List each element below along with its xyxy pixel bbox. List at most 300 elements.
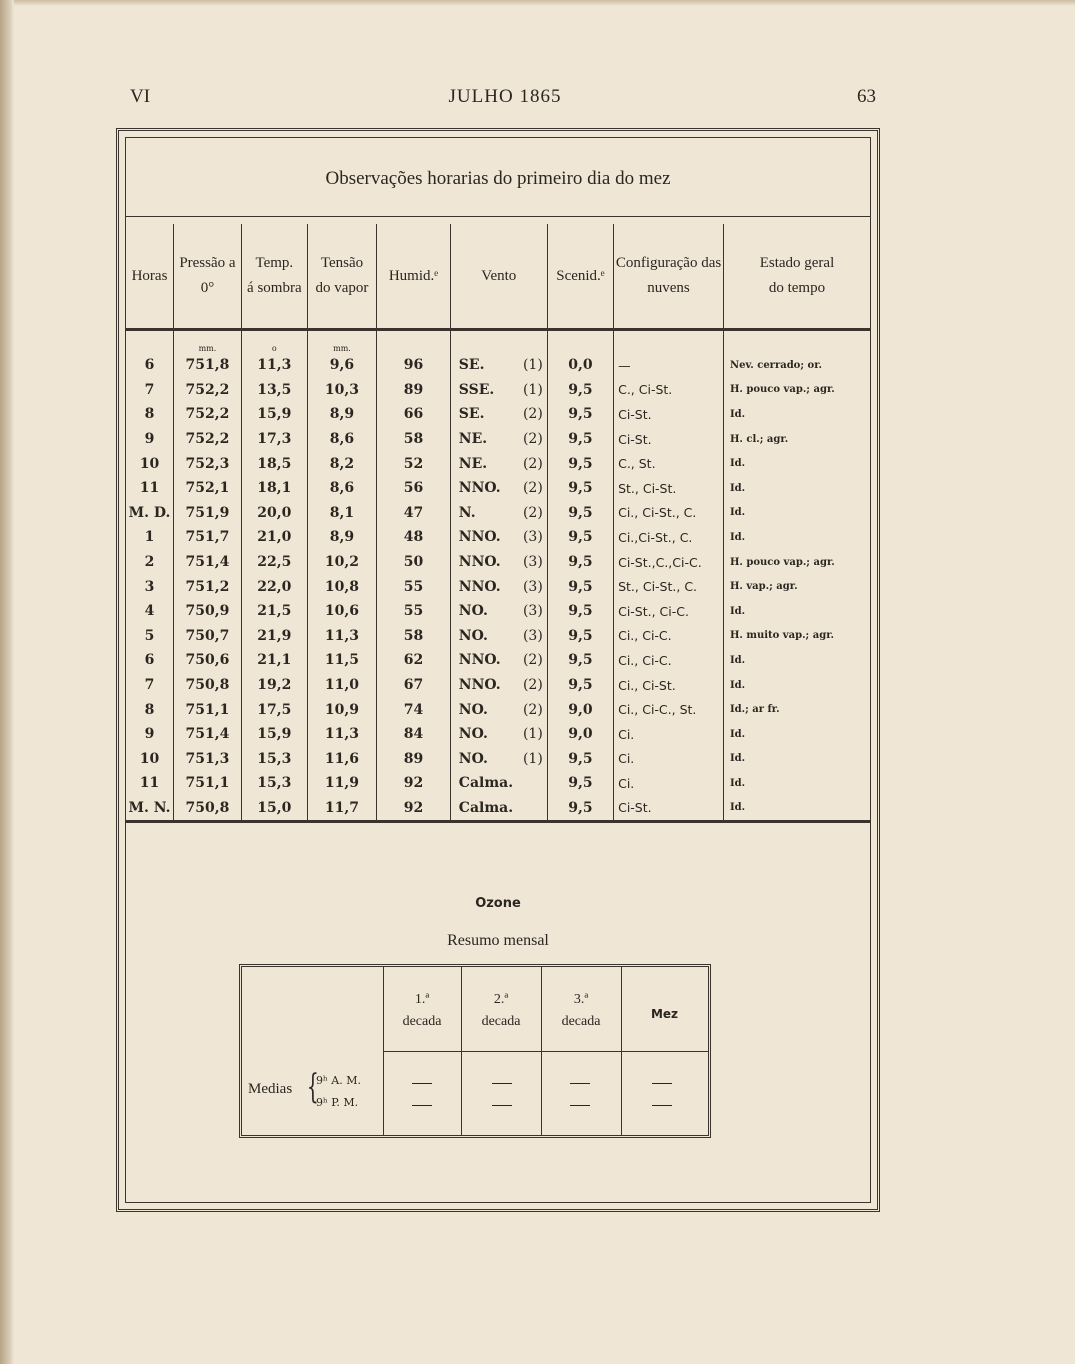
wind-cell bbox=[459, 431, 547, 447]
row-wind bbox=[450, 599, 547, 624]
col-horas: Horas bbox=[126, 224, 174, 330]
header-line: Estado geral bbox=[759, 255, 835, 271]
row-vapor-tension: 8,9 bbox=[307, 525, 376, 550]
wind-direction: NE. bbox=[458, 455, 488, 472]
page-number: 63 bbox=[857, 86, 876, 107]
wind-force: (2) bbox=[522, 480, 543, 497]
ozone-value-dash bbox=[492, 1083, 512, 1084]
wind-cell bbox=[459, 357, 547, 373]
row-serenity: 9,5 bbox=[547, 451, 613, 476]
row-wind bbox=[450, 747, 547, 772]
table-row bbox=[126, 574, 870, 599]
row-weather: Nev. cerrado; or. bbox=[723, 353, 870, 378]
unit-cell: o bbox=[241, 330, 307, 354]
row-clouds: C., Ci-St. bbox=[614, 378, 724, 403]
wind-force: (3) bbox=[522, 578, 543, 595]
wind-force: (3) bbox=[522, 603, 543, 620]
table-row bbox=[126, 648, 870, 673]
row-clouds: Ci.,Ci-St., C. bbox=[614, 525, 724, 550]
row-wind bbox=[450, 697, 547, 722]
row-weather: Id. bbox=[723, 771, 870, 796]
row-wind bbox=[450, 550, 547, 575]
wind-force: (3) bbox=[522, 554, 543, 571]
row-hour: M. N. bbox=[126, 796, 174, 822]
header-line: Pressão a bbox=[179, 255, 236, 271]
row-clouds: Ci-St., Ci-C. bbox=[614, 599, 724, 624]
row-pressure: 750,8 bbox=[174, 796, 242, 822]
page-binding-edge bbox=[0, 0, 14, 1364]
row-wind bbox=[450, 476, 547, 501]
unit-cell bbox=[377, 330, 451, 354]
row-vapor-tension: 11,3 bbox=[307, 722, 376, 747]
section-number: VI bbox=[130, 86, 151, 107]
wind-direction: SSE. bbox=[458, 381, 495, 398]
row-vapor-tension: 11,7 bbox=[307, 796, 376, 822]
ozone-subtitle: Resumo mensal bbox=[447, 932, 549, 949]
col-configuracao bbox=[614, 224, 724, 330]
unit-cell: mm. bbox=[174, 330, 242, 354]
row-serenity: 9,5 bbox=[547, 402, 613, 427]
row-vapor-tension: 8,6 bbox=[307, 476, 376, 501]
row-pressure: 751,1 bbox=[174, 697, 242, 722]
row-serenity: 9,5 bbox=[547, 648, 613, 673]
wind-force: (2) bbox=[522, 701, 543, 718]
row-clouds: Ci. bbox=[614, 771, 724, 796]
row-weather: Id. bbox=[723, 722, 870, 747]
ozone-time-am: 9ʰ A. M. bbox=[316, 1074, 361, 1087]
row-temperature: 19,2 bbox=[241, 673, 307, 698]
row-serenity: 9,5 bbox=[547, 427, 613, 452]
ozone-value-dash bbox=[412, 1105, 432, 1106]
wind-cell bbox=[459, 775, 547, 791]
row-pressure: 751,3 bbox=[174, 747, 242, 772]
row-humidity: 89 bbox=[377, 747, 451, 772]
row-clouds: Ci-St. bbox=[614, 427, 724, 452]
row-temperature: 18,1 bbox=[241, 476, 307, 501]
table-row bbox=[126, 796, 870, 822]
row-wind bbox=[450, 427, 547, 452]
row-weather: H. pouco vap.; agr. bbox=[723, 378, 870, 403]
row-clouds: Ci-St. bbox=[614, 402, 724, 427]
row-wind bbox=[450, 673, 547, 698]
wind-cell bbox=[459, 480, 547, 496]
wind-direction: NE. bbox=[458, 431, 488, 448]
row-clouds: Ci., Ci-St. bbox=[614, 673, 724, 698]
row-clouds: St., Ci-St. bbox=[614, 476, 724, 501]
row-pressure: 752,2 bbox=[174, 402, 242, 427]
wind-direction: NNO. bbox=[458, 652, 501, 669]
row-pressure: 751,1 bbox=[174, 771, 242, 796]
row-clouds: C., St. bbox=[614, 451, 724, 476]
wind-direction: SE. bbox=[458, 406, 485, 423]
row-temperature: 22,5 bbox=[241, 550, 307, 575]
ozone-times bbox=[316, 1070, 361, 1114]
wind-cell bbox=[459, 579, 547, 595]
row-humidity: 67 bbox=[377, 673, 451, 698]
ozone-table bbox=[239, 964, 711, 1138]
row-temperature: 15,9 bbox=[241, 722, 307, 747]
row-clouds: Ci., Ci-C., St. bbox=[614, 697, 724, 722]
wind-cell bbox=[459, 554, 547, 570]
wind-cell bbox=[459, 751, 547, 767]
ozone-time-pm: 9ʰ P. M. bbox=[316, 1096, 359, 1109]
row-wind bbox=[450, 648, 547, 673]
row-temperature: 18,5 bbox=[241, 451, 307, 476]
row-humidity: 92 bbox=[377, 771, 451, 796]
row-temperature: 21,9 bbox=[241, 624, 307, 649]
row-wind bbox=[450, 402, 547, 427]
wind-cell bbox=[459, 505, 547, 521]
row-hour: 11 bbox=[139, 480, 160, 497]
wind-direction: Calma. bbox=[458, 799, 514, 816]
wind-cell bbox=[459, 677, 547, 693]
row-hour: 10 bbox=[139, 455, 160, 472]
row-vapor-tension: 8,1 bbox=[307, 501, 376, 526]
ozone-title: Ozone bbox=[475, 896, 521, 911]
table-row bbox=[126, 771, 870, 796]
ozone-col-decada-1 bbox=[383, 989, 461, 1033]
row-temperature: 15,3 bbox=[241, 747, 307, 772]
header-line: á sombra bbox=[247, 280, 302, 296]
row-humidity: 47 bbox=[377, 501, 451, 526]
row-clouds: Ci. bbox=[614, 722, 724, 747]
row-hour: 11 bbox=[139, 775, 160, 792]
row-weather: Id. bbox=[723, 648, 870, 673]
row-hour: 2 bbox=[144, 554, 155, 571]
row-pressure: 752,3 bbox=[174, 451, 242, 476]
unit-cell bbox=[614, 330, 724, 354]
wind-direction: NO. bbox=[458, 750, 488, 767]
ozone-value-dash bbox=[570, 1083, 590, 1084]
wind-cell bbox=[459, 726, 547, 742]
ozone-col-decada-2 bbox=[461, 989, 541, 1033]
row-serenity: 0,0 bbox=[547, 353, 613, 378]
brace-glyph: { bbox=[306, 1067, 319, 1107]
table-row bbox=[126, 624, 870, 649]
row-vapor-tension: 10,6 bbox=[307, 599, 376, 624]
row-humidity: 56 bbox=[377, 476, 451, 501]
wind-cell bbox=[459, 382, 547, 398]
row-humidity: 58 bbox=[377, 427, 451, 452]
wind-cell bbox=[459, 628, 547, 644]
row-hour: 8 bbox=[144, 406, 155, 423]
wind-direction: NO. bbox=[458, 627, 488, 644]
row-hour: 4 bbox=[144, 603, 155, 620]
row-pressure: 751,9 bbox=[174, 501, 242, 526]
row-vapor-tension: 10,3 bbox=[307, 378, 376, 403]
wind-cell bbox=[459, 652, 547, 668]
ozone-value-dash bbox=[492, 1105, 512, 1106]
col-pressao bbox=[174, 224, 242, 330]
wind-direction: NNO. bbox=[458, 677, 501, 694]
row-hour: 9 bbox=[144, 726, 155, 743]
wind-cell bbox=[459, 702, 547, 718]
table-header-row bbox=[126, 224, 870, 330]
row-temperature: 20,0 bbox=[241, 501, 307, 526]
row-temperature: 15,0 bbox=[241, 796, 307, 822]
row-pressure: 751,4 bbox=[174, 550, 242, 575]
row-vapor-tension: 11,6 bbox=[307, 747, 376, 772]
wind-force: (2) bbox=[522, 504, 543, 521]
col-temp bbox=[241, 224, 307, 330]
row-weather: Id. bbox=[723, 501, 870, 526]
ozone-value-dash bbox=[412, 1083, 432, 1084]
row-weather: Id. bbox=[723, 525, 870, 550]
row-pressure: 750,9 bbox=[174, 599, 242, 624]
row-vapor-tension: 8,2 bbox=[307, 451, 376, 476]
wind-cell bbox=[459, 800, 547, 816]
wind-direction: NO. bbox=[458, 726, 488, 743]
row-serenity: 9,0 bbox=[547, 722, 613, 747]
unit-cell bbox=[126, 330, 174, 354]
row-wind bbox=[450, 574, 547, 599]
row-humidity: 50 bbox=[377, 550, 451, 575]
row-humidity: 92 bbox=[377, 796, 451, 822]
row-temperature: 15,3 bbox=[241, 771, 307, 796]
wind-direction: NNO. bbox=[458, 554, 501, 571]
title-rule bbox=[126, 216, 870, 217]
page-top-edge bbox=[14, 0, 1075, 6]
page-title: JULHO 1865 bbox=[448, 86, 562, 107]
row-serenity: 9,0 bbox=[547, 697, 613, 722]
row-pressure: 751,2 bbox=[174, 574, 242, 599]
row-weather: Id. bbox=[723, 402, 870, 427]
row-vapor-tension: 10,2 bbox=[307, 550, 376, 575]
wind-force: (2) bbox=[522, 406, 543, 423]
table-row bbox=[126, 353, 870, 378]
row-humidity: 84 bbox=[377, 722, 451, 747]
row-serenity: 9,5 bbox=[547, 550, 613, 575]
table-frame-inner bbox=[125, 137, 871, 1203]
row-weather: Id. bbox=[723, 599, 870, 624]
wind-force: (2) bbox=[522, 677, 543, 694]
table-row bbox=[126, 722, 870, 747]
ozone-value-dash bbox=[652, 1083, 672, 1084]
row-temperature: 17,5 bbox=[241, 697, 307, 722]
row-weather: H. pouco vap.; agr. bbox=[723, 550, 870, 575]
row-humidity: 96 bbox=[377, 353, 451, 378]
row-hour: 8 bbox=[144, 701, 155, 718]
ozone-value-dash bbox=[652, 1105, 672, 1106]
wind-direction: NO. bbox=[458, 603, 488, 620]
wind-direction: N. bbox=[458, 504, 476, 521]
row-hour: 7 bbox=[144, 677, 155, 694]
header-line: Tensão bbox=[320, 255, 364, 271]
row-serenity: 9,5 bbox=[547, 378, 613, 403]
wind-cell bbox=[459, 456, 547, 472]
row-weather: Id. bbox=[723, 796, 870, 822]
ozone-col-decada-3 bbox=[541, 989, 621, 1033]
row-vapor-tension: 8,6 bbox=[307, 427, 376, 452]
row-hour: 6 bbox=[144, 652, 155, 669]
row-pressure: 750,7 bbox=[174, 624, 242, 649]
col-humid: Humid.ᵉ bbox=[377, 224, 451, 330]
row-pressure: 750,8 bbox=[174, 673, 242, 698]
row-serenity: 9,5 bbox=[547, 673, 613, 698]
wind-cell bbox=[459, 406, 547, 422]
wind-direction: NNO. bbox=[458, 529, 501, 546]
wind-direction: NNO. bbox=[458, 578, 501, 595]
ozone-col-label: decada bbox=[561, 1014, 601, 1029]
row-temperature: 13,5 bbox=[241, 378, 307, 403]
row-serenity: 9,5 bbox=[547, 525, 613, 550]
row-hour: 6 bbox=[144, 357, 155, 374]
row-humidity: 62 bbox=[377, 648, 451, 673]
row-hour: M. D. bbox=[128, 504, 171, 521]
table-row bbox=[126, 451, 870, 476]
unit-cell bbox=[450, 330, 547, 354]
row-humidity: 55 bbox=[377, 599, 451, 624]
row-wind bbox=[450, 378, 547, 403]
col-serenidade: Scenid.ᵉ bbox=[547, 224, 613, 330]
row-temperature: 21,0 bbox=[241, 525, 307, 550]
col-tensao bbox=[307, 224, 376, 330]
header-line: nuvens bbox=[647, 280, 690, 296]
row-clouds: Ci. bbox=[614, 747, 724, 772]
row-temperature: 21,1 bbox=[241, 648, 307, 673]
table-frame bbox=[116, 128, 880, 1212]
row-humidity: 74 bbox=[377, 697, 451, 722]
row-wind bbox=[450, 451, 547, 476]
wind-direction: NO. bbox=[458, 701, 488, 718]
row-hour: 3 bbox=[144, 578, 155, 595]
unit-cell: mm. bbox=[307, 330, 376, 354]
row-serenity: 9,5 bbox=[547, 476, 613, 501]
row-humidity: 89 bbox=[377, 378, 451, 403]
row-wind bbox=[450, 722, 547, 747]
row-weather: H. cl.; agr. bbox=[723, 427, 870, 452]
wind-force: (2) bbox=[522, 455, 543, 472]
wind-force: (2) bbox=[522, 652, 543, 669]
row-serenity: 9,5 bbox=[547, 599, 613, 624]
row-temperature: 11,3 bbox=[241, 353, 307, 378]
wind-force: (1) bbox=[522, 357, 543, 374]
observations-table bbox=[126, 224, 870, 823]
row-vapor-tension: 11,9 bbox=[307, 771, 376, 796]
ozone-value-dash bbox=[570, 1105, 590, 1106]
row-weather: Id.; ar fr. bbox=[723, 697, 870, 722]
row-weather: Id. bbox=[723, 451, 870, 476]
row-clouds: St., Ci-St., C. bbox=[614, 574, 724, 599]
row-clouds: Ci., Ci-C. bbox=[614, 624, 724, 649]
row-pressure: 751,8 bbox=[174, 353, 242, 378]
row-clouds: Ci-St. bbox=[614, 796, 724, 822]
table-row bbox=[126, 427, 870, 452]
table-row bbox=[126, 747, 870, 772]
table-row bbox=[126, 673, 870, 698]
wind-direction: Calma. bbox=[458, 775, 514, 792]
row-vapor-tension: 10,9 bbox=[307, 697, 376, 722]
row-wind bbox=[450, 771, 547, 796]
col-vento: Vento bbox=[450, 224, 547, 330]
table-row bbox=[126, 550, 870, 575]
ozone-header-rule bbox=[383, 1051, 708, 1052]
row-serenity: 9,5 bbox=[547, 501, 613, 526]
row-vapor-tension: 11,3 bbox=[307, 624, 376, 649]
row-weather: H. vap.; agr. bbox=[723, 574, 870, 599]
row-clouds: — bbox=[614, 353, 724, 378]
row-weather: Id. bbox=[723, 673, 870, 698]
row-vapor-tension: 8,9 bbox=[307, 402, 376, 427]
row-wind bbox=[450, 501, 547, 526]
row-humidity: 55 bbox=[377, 574, 451, 599]
row-humidity: 48 bbox=[377, 525, 451, 550]
units-row bbox=[126, 330, 870, 354]
wind-force: (1) bbox=[522, 750, 543, 767]
row-weather: Id. bbox=[723, 747, 870, 772]
row-hour: 10 bbox=[139, 750, 160, 767]
header-line: 0° bbox=[200, 280, 215, 296]
row-vapor-tension: 10,8 bbox=[307, 574, 376, 599]
ozone-col-label: decada bbox=[481, 1014, 521, 1029]
row-pressure: 752,2 bbox=[174, 378, 242, 403]
row-pressure: 750,6 bbox=[174, 648, 242, 673]
unit-cell bbox=[547, 330, 613, 354]
row-vapor-tension: 9,6 bbox=[307, 353, 376, 378]
row-pressure: 752,2 bbox=[174, 427, 242, 452]
row-clouds: Ci-St.,C.,Ci-C. bbox=[614, 550, 724, 575]
row-hour: 1 bbox=[144, 529, 155, 546]
header-line: do vapor bbox=[315, 280, 369, 296]
wind-force: (2) bbox=[522, 431, 543, 448]
row-weather: Id. bbox=[723, 476, 870, 501]
row-temperature: 15,9 bbox=[241, 402, 307, 427]
table-row bbox=[126, 476, 870, 501]
ozone-col-mez: Mez bbox=[650, 1007, 679, 1021]
row-wind bbox=[450, 353, 547, 378]
table-title: Observações horarias do primeiro dia do mez bbox=[325, 168, 671, 189]
running-head bbox=[130, 86, 876, 116]
row-hour: 5 bbox=[144, 627, 155, 644]
col-estado bbox=[723, 224, 870, 330]
ozone-col-ordinal: 1.ª bbox=[414, 992, 430, 1007]
row-weather: H. muito vap.; agr. bbox=[723, 624, 870, 649]
table-row bbox=[126, 525, 870, 550]
header-line: Configuração das bbox=[615, 255, 722, 271]
table-row bbox=[126, 378, 870, 403]
row-temperature: 22,0 bbox=[241, 574, 307, 599]
wind-force: (3) bbox=[522, 627, 543, 644]
table-body bbox=[126, 330, 870, 822]
row-wind bbox=[450, 796, 547, 822]
row-vapor-tension: 11,5 bbox=[307, 648, 376, 673]
row-humidity: 58 bbox=[377, 624, 451, 649]
header-line: do tempo bbox=[768, 280, 826, 296]
table-row bbox=[126, 402, 870, 427]
wind-force: (1) bbox=[522, 381, 543, 398]
row-hour: 9 bbox=[144, 431, 155, 448]
table-row bbox=[126, 501, 870, 526]
row-clouds: Ci., Ci-St., C. bbox=[614, 501, 724, 526]
wind-force: (3) bbox=[522, 529, 543, 546]
row-hour: 7 bbox=[144, 381, 155, 398]
row-serenity: 9,5 bbox=[547, 747, 613, 772]
ozone-col-ordinal: 2.ª bbox=[493, 992, 509, 1007]
ozone-row-label: Medias bbox=[248, 1081, 293, 1097]
header-line: Temp. bbox=[255, 255, 294, 271]
row-serenity: 9,5 bbox=[547, 771, 613, 796]
wind-cell bbox=[459, 529, 547, 545]
table-row bbox=[126, 599, 870, 624]
unit-cell bbox=[723, 330, 870, 354]
wind-direction: SE. bbox=[458, 357, 485, 374]
row-pressure: 752,1 bbox=[174, 476, 242, 501]
ozone-col-ordinal: 3.ª bbox=[573, 992, 589, 1007]
row-humidity: 52 bbox=[377, 451, 451, 476]
row-clouds: Ci., Ci-C. bbox=[614, 648, 724, 673]
row-wind bbox=[450, 525, 547, 550]
table-row bbox=[126, 697, 870, 722]
